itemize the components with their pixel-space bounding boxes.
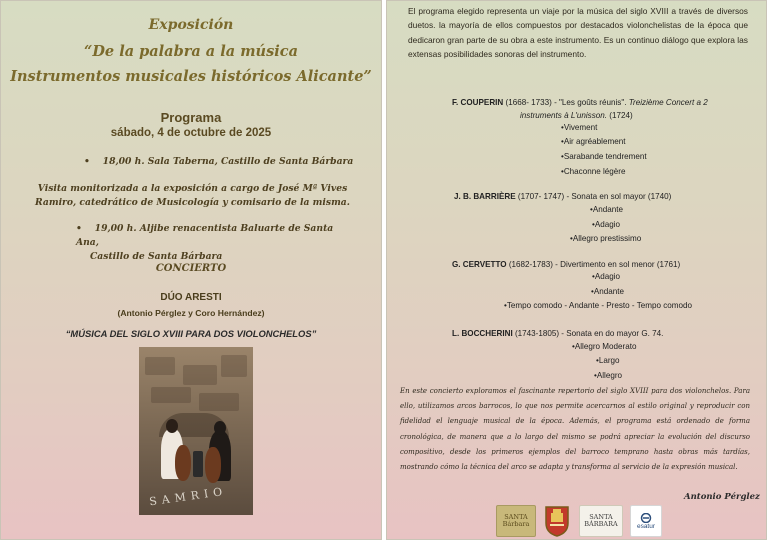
poster-watermark-text: SAMRIO bbox=[148, 484, 228, 509]
esatur-mark-icon bbox=[640, 513, 652, 523]
concert-poster-image bbox=[139, 347, 253, 515]
piece-boccherini bbox=[452, 327, 752, 342]
alicante-shield-icon bbox=[542, 505, 572, 537]
movement-item: •Allegro bbox=[594, 371, 623, 380]
concierto-label: CONCIERTO bbox=[155, 263, 227, 274]
concert-title: “MÚSICA DEL SIGLO XVIII PARA DOS VIOLONCHELOS” bbox=[65, 328, 317, 339]
schedule-item-2-line1: 19,00 h. Aljibe renacentista Baluarte de Santa Ana, bbox=[76, 223, 334, 248]
logo-text: SANTA bbox=[504, 513, 528, 521]
cello-right bbox=[205, 447, 221, 483]
schedule-item-2-line2: Castillo de Santa Bárbara bbox=[90, 251, 223, 262]
piece-year: (1724) bbox=[607, 111, 633, 120]
visit-description: Visita monitorizada a la exposición a cargo de José Mª Vives Ramiro, catedrático de Musicología y comisario de la misma. bbox=[35, 183, 350, 208]
piece-detail: (1682-1783) - Divertimento en sol menor (1761) bbox=[506, 260, 681, 269]
exhibition-title-line2: Instrumentos musicales históricos Alicante” bbox=[10, 68, 372, 85]
composer-name: L. BOCCHERINI bbox=[452, 329, 513, 338]
logo-text: esatur bbox=[636, 522, 656, 530]
movement-item: •Andante bbox=[591, 287, 624, 296]
logo-text: BÁRBARA bbox=[584, 520, 618, 528]
movement-item: •Adagio bbox=[592, 220, 621, 229]
santa-barbara-castle-logo bbox=[579, 505, 623, 537]
program-intro: El programa elegido representa un viaje por la música del siglo XVIII a través de diversos duetos. la mayoría de ellos compuestos por destacados violonchelistas de la época que dedicaron gran parte de su obra a este instrumento. Es un continuo diálogo que explora las extensas posibilidades sonoras del instrumento. bbox=[408, 6, 748, 60]
exhibition-label: Exposición bbox=[148, 17, 234, 33]
movement-item: •Tempo comodo - Andante - Presto - Tempo comodo bbox=[504, 301, 693, 310]
movement-item: •Vivement bbox=[561, 123, 598, 132]
schedule-item-1 bbox=[84, 155, 353, 169]
movement-item: •Andante bbox=[590, 205, 623, 214]
closing-text: En este concierto exploramos el fascinante repertorio del siglo XVIII para dos violonchelos. Para ello, utilizamos arcos barrocos, lo que nos permite acercarnos al estilo original y reproducir con fidelidad el lenguaje musical de la época. Además, el programa está ordenado de forma cronológica, de manera que a lo largo del mismo se podrá apreciar la evolución del discurso compositivo, desde los primeros ejemplos del barroco temprano hasta obras más tardías, mostrando cómo la técnica del arco se adapta y transforma al servicio de la expresión musical. bbox=[400, 387, 750, 472]
bullet-icon: • bbox=[84, 156, 90, 167]
signature: Antonio Pérglez bbox=[684, 492, 760, 502]
schedule-item-2 bbox=[76, 222, 346, 264]
programa-title: Programa bbox=[160, 110, 222, 125]
composer-name: J. B. BARRIÈRE bbox=[454, 192, 516, 201]
santa-barbara-logo bbox=[496, 505, 536, 537]
piece-couperin-line2 bbox=[520, 109, 633, 124]
movement-item: •Sarabande tendrement bbox=[561, 152, 647, 161]
movement-item: •Chaconne légère bbox=[561, 167, 626, 176]
piece-detail: (1743-1805) - Sonata en do mayor G. 74. bbox=[512, 329, 664, 338]
piece-title-italic: instruments à L'unisson. bbox=[520, 111, 608, 120]
composer-name: F. COUPERIN bbox=[452, 98, 504, 107]
programa-date: sábado, 4 de octubre de 2025 bbox=[110, 127, 272, 139]
piece-detail: (1668- 1733) - "Les goûts réunis". bbox=[503, 98, 629, 107]
movement-item: •Adagio bbox=[592, 272, 621, 281]
duo-name: DÚO ARESTI bbox=[160, 292, 222, 303]
logo-text: Bárbara bbox=[502, 520, 530, 528]
composer-name: G. CERVETTO bbox=[452, 260, 507, 269]
piece-detail: (1707- 1747) - Sonata en sol mayor (1740) bbox=[515, 192, 672, 201]
logo-text: SANTA bbox=[589, 513, 613, 521]
piece-cervetto bbox=[452, 258, 752, 273]
bullet-icon: • bbox=[76, 223, 82, 234]
cello-left bbox=[175, 445, 191, 481]
piece-barriere bbox=[454, 190, 754, 205]
exhibition-title-line1: “De la palabra a la música bbox=[84, 43, 298, 60]
movement-item: •Largo bbox=[596, 356, 620, 365]
movement-item: •Allegro Moderato bbox=[572, 342, 637, 351]
schedule-item-1-text: 18,00 h. Sala Taberna, Castillo de Santa Bárbara bbox=[102, 156, 354, 167]
piece-title-italic: Treizième Concert a 2 bbox=[628, 98, 708, 107]
esatur-logo bbox=[630, 505, 662, 537]
movement-item: •Air agréablement bbox=[561, 137, 626, 146]
movement-item: •Allegro prestissimo bbox=[570, 234, 642, 243]
duo-members: (Antonio Pérglez y Coro Hernández) bbox=[117, 308, 265, 318]
